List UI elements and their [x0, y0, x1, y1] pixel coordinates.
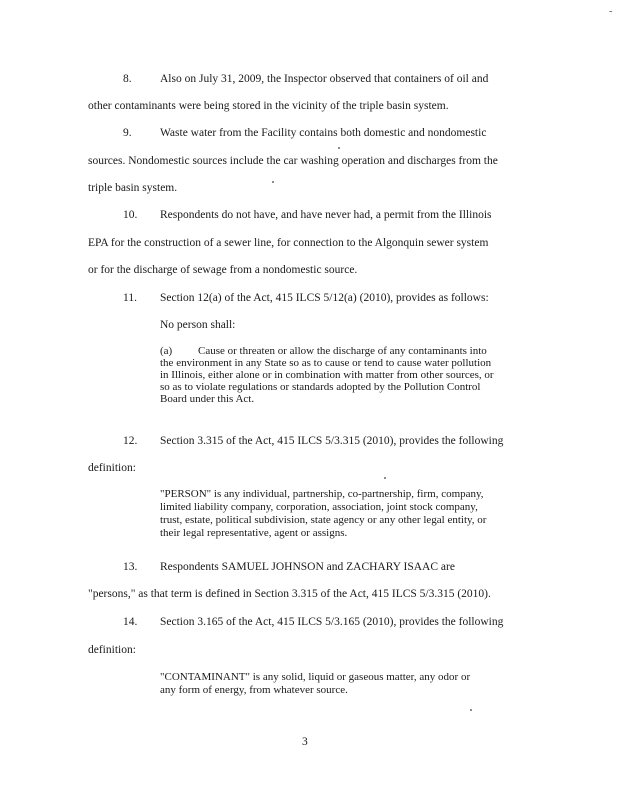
page-number: 3 [302, 736, 308, 748]
paragraph-text: or for the discharge of sewage from a nondomestic source. [88, 264, 358, 276]
page-corner-mark: - [609, 6, 613, 17]
paragraph-text: definition: [88, 644, 136, 656]
block-quote-line: trust, estate, political subdivision, state agency or any other legal entity, or [160, 514, 487, 526]
scan-speck [338, 147, 340, 149]
block-quote-line: the environment in any State so as to cause or tend to cause water pollution [160, 357, 492, 369]
paragraph-text: other contaminants were being stored in the vicinity of the triple basin system. [88, 100, 449, 112]
quote-intro: No person shall: [160, 319, 236, 331]
paragraph-number: 8. [123, 73, 132, 85]
paragraph-number: 9. [123, 127, 132, 139]
paragraph-text: Section 3.165 of the Act, 415 ILCS 5/3.165 (2010), provides the following [160, 616, 504, 628]
paragraph-text: "persons," as that term is defined in Section 3.315 of the Act, 415 ILCS 5/3.315 (2010). [88, 588, 491, 600]
paragraph-text: triple basin system. [88, 182, 178, 194]
block-quote-line: their legal representative, agent or assigns. [160, 527, 348, 539]
paragraph-text: sources. Nondomestic sources include the car washing operation and discharges from the [88, 155, 498, 167]
block-quote-line: Board under this Act. [160, 393, 255, 405]
paragraph-text: Section 12(a) of the Act, 415 ILCS 5/12(a) (2010), provides as follows: [160, 292, 489, 304]
paragraph-number: 11. [123, 292, 137, 304]
block-quote-line: in Illinois, either alone or in combination with matter from other sources, or [160, 369, 494, 381]
paragraph-text: EPA for the construction of a sewer line, for connection to the Algonquin sewer system [88, 237, 489, 249]
sub-clause-label: (a) [160, 345, 173, 357]
paragraph-text: Respondents do not have, and have never had, a permit from the Illinois [160, 209, 492, 221]
scan-speck [272, 181, 274, 183]
block-quote-line: "PERSON" is any individual, partnership, co-partnership, firm, company, [160, 488, 484, 500]
paragraph-text: Section 3.315 of the Act, 415 ILCS 5/3.315 (2010), provides the following [160, 435, 504, 447]
paragraph-text: Respondents SAMUEL JOHNSON and ZACHARY ISAAC are [160, 561, 455, 573]
block-quote-line: "CONTAMINANT" is any solid, liquid or gaseous matter, any odor or [160, 671, 471, 683]
scan-speck [470, 709, 472, 711]
paragraph-number: 10. [123, 209, 138, 221]
paragraph-number: 13. [123, 561, 138, 573]
block-quote-line: any form of energy, from whatever source. [160, 684, 348, 696]
block-quote-line: so as to violate regulations or standards adopted by the Pollution Control [160, 381, 481, 393]
paragraph-number: 14. [123, 616, 138, 628]
paragraph-text: Waste water from the Facility contains both domestic and nondomestic [160, 127, 487, 139]
paragraph-text: definition: [88, 462, 136, 474]
block-quote-line: Cause or threaten or allow the discharge of any contaminants into [198, 345, 487, 357]
paragraph-number: 12. [123, 435, 138, 447]
block-quote-line: limited liability company, corporation, association, joint stock company, [160, 501, 478, 513]
scan-speck [384, 477, 386, 479]
paragraph-text: Also on July 31, 2009, the Inspector observed that containers of oil and [160, 73, 489, 85]
